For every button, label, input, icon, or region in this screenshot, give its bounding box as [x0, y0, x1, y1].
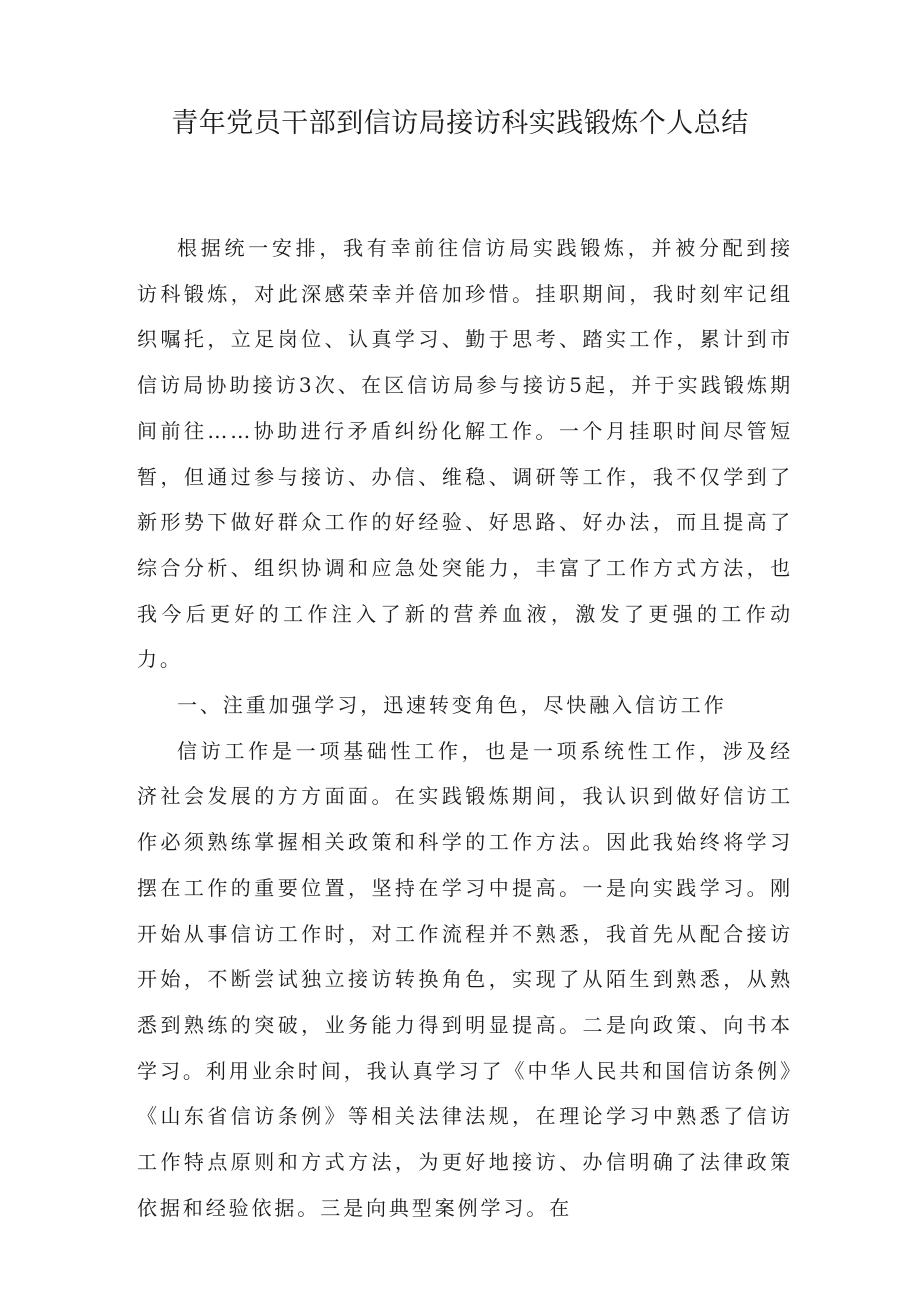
- paragraph-intro: 根据统一安排，我有幸前往信访局实践锻炼，并被分配到接访科锻炼，对此深感荣幸并倍加珍惜。挂职期间，我时刻牢记组织嘱托，立足岗位、认真学习、勤于思考、踏实工作，累计到市信访局协助接访3次、在区信访局参与接访5起，并于实践锻炼期间前往……协助进行矛盾纠纷化解工作。一个月挂职时间尽管短暂，但通过参与接访、办信、维稳、调研等工作，我不仅学到了新形势下做好群众工作的好经验、好思路、好办法，而且提高了综合分析、组织协调和应急处突能力，丰富了工作方式方法，也我今后更好的工作注入了新的营养血液，激发了更强的工作动力。: [137, 236, 793, 672]
- section-heading-1: 一、注重加强学习，迅速转变角色，尽快融入信访工作: [177, 693, 727, 718]
- document-body: [137, 226, 793, 1231]
- paragraph-section-1: 信访工作是一项基础性工作，也是一项系统性工作，涉及经济社会发展的方方面面。在实践锻炼期间，我认识到做好信访工作必须熟练掌握相关政策和科学的工作方法。因此我始终将学习摆在工作的重要位置，坚持在学习中提高。一是向实践学习。刚开始从事信访工作时，对工作流程并不熟悉，我首先从配合接访开始，不断尝试独立接访转换角色，实现了从陌生到熟悉，从熟悉到熟练的突破，业务能力得到明显提高。二是向政策、向书本学习。利用业余时间，我认真学习了《中华人民共和国信访条例》《山东省信访条例》等相关法律法规，在理论学习中熟悉了信访工作特点原则和方式方法，为更好地接访、办信明确了法律政策依据和经验依据。三是向典型案例学习。在: [137, 738, 793, 1220]
- document-title: 青年党员干部到信访局接访科实践锻炼个人总结: [171, 108, 749, 139]
